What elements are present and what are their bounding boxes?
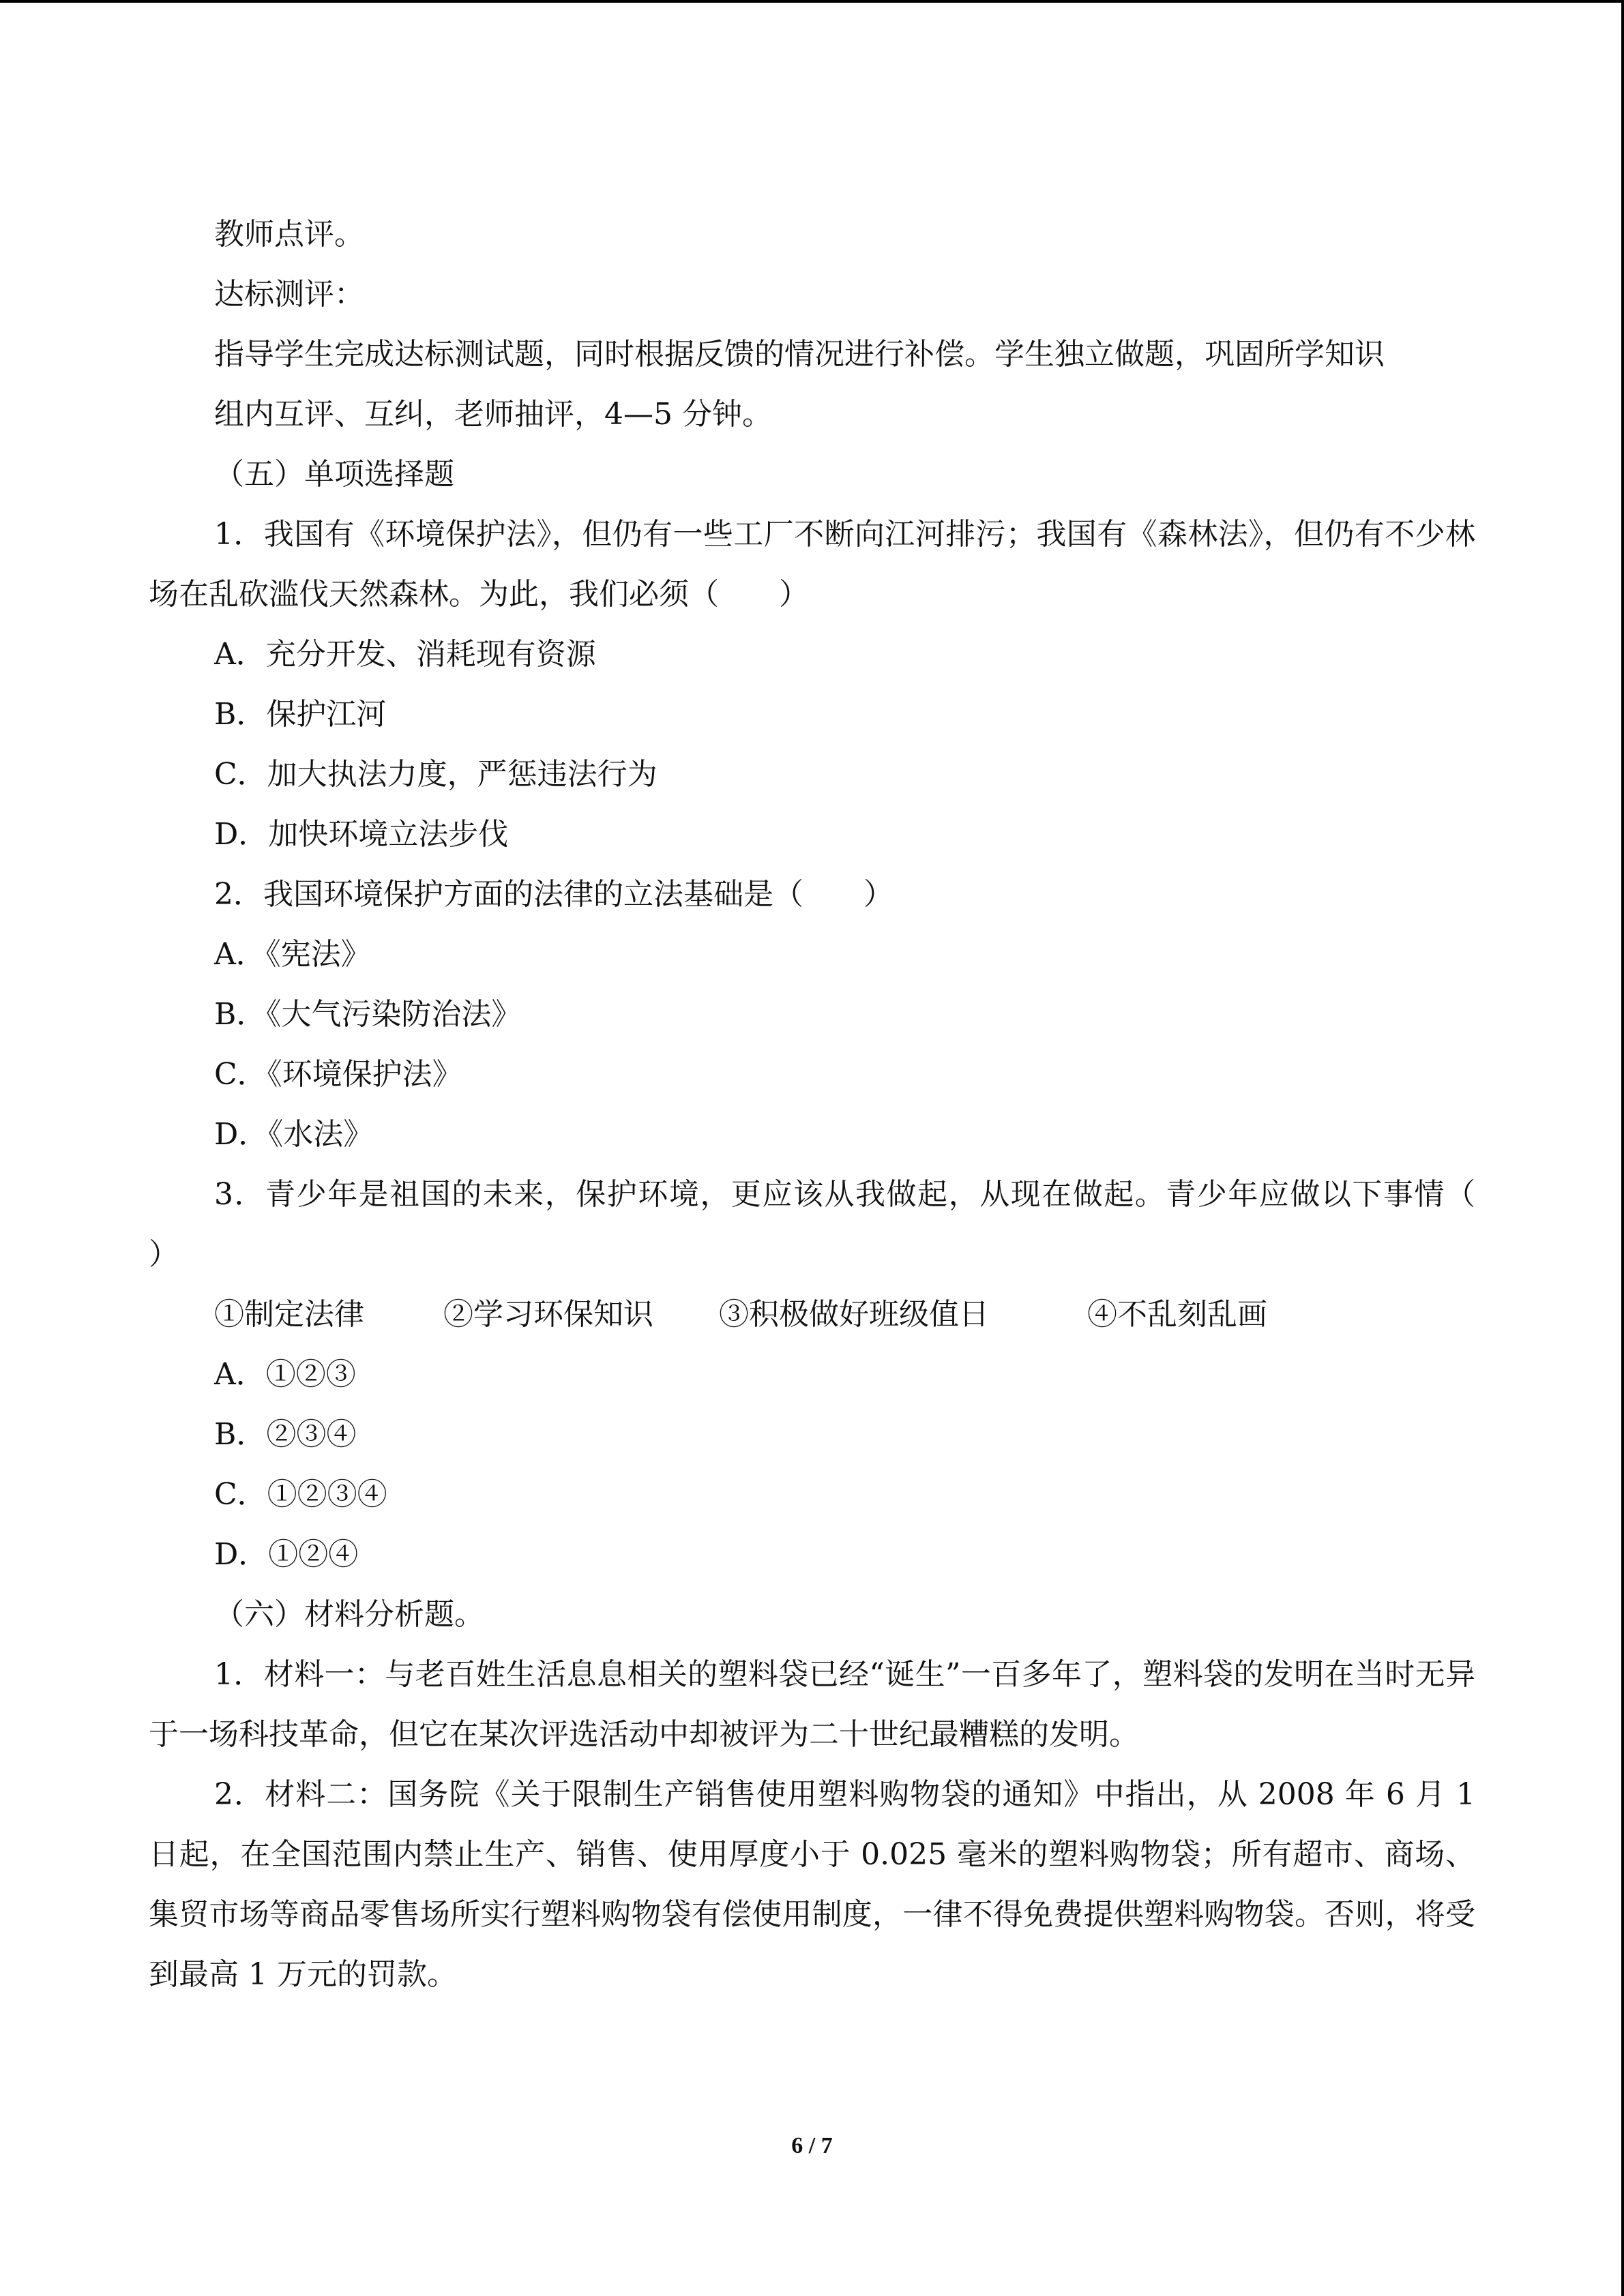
- material-1-paragraph: 1．材料一：与老百姓生活息息相关的塑料袋已经“诞生”一百多年了，塑料袋的发明在当时无异于一场科技革命，但它在某次评选活动中却被评为二十世纪最糟糕的发明。: [149, 1657, 1475, 1752]
- question-2-option-c: C．《环境保护法》: [214, 1057, 462, 1092]
- page-number: 6 / 7: [791, 2133, 833, 2158]
- assessment-heading: 达标测评：: [214, 277, 364, 312]
- question-3-item-3: ③积极做好班级值日: [719, 1297, 989, 1332]
- question-3-option-a: A．①②③: [214, 1357, 356, 1392]
- teacher-comment-line: 教师点评。: [214, 217, 364, 252]
- page-right-border: [1621, 0, 1624, 2296]
- question-3-option-d: D．①②④: [214, 1537, 359, 1572]
- question-1-stem: 1．我国有《环境保护法》，但仍有一些工厂不断向江河排污；我国有《森林法》，但仍有不少林场在乱砍滥伐天然森林。为此，我们必须（ ）: [149, 517, 1475, 612]
- section-six-heading: （六）材料分析题。: [214, 1597, 484, 1632]
- question-2-stem: 2．我国环境保护方面的法律的立法基础是（ ）: [214, 877, 894, 912]
- question-1-option-d: D．加快环境立法步伐: [214, 817, 509, 852]
- question-1-option-c: C．加大执法力度，严惩违法行为: [214, 757, 658, 792]
- question-3-item-1: ①制定法律: [214, 1297, 364, 1332]
- document-body: [149, 205, 1535, 2005]
- question-2-option-a: A．《宪法》: [214, 937, 371, 972]
- question-3-option-c: C．①②③④: [214, 1477, 387, 1512]
- question-2-option-b: B．《大气污染防治法》: [214, 997, 522, 1032]
- page-top-border: [0, 0, 1624, 3]
- question-1-option-b: B．保护江河: [214, 697, 387, 732]
- question-1-option-a: A．充分开发、消耗现有资源: [214, 637, 596, 672]
- question-2-option-d: D．《水法》: [214, 1117, 374, 1152]
- question-3-items: [149, 1285, 1475, 1345]
- peer-review-line: 组内互评、互纠，老师抽评，4—5 分钟。: [214, 397, 772, 432]
- question-3-option-b: B．②③④: [214, 1417, 357, 1452]
- question-3-stem: 3．青少年是祖国的未来，保护环境，更应该从我做起，从现在做起。青少年应做以下事情（ ）: [149, 1177, 1535, 1272]
- question-3-item-2: ②学习环保知识: [443, 1297, 653, 1332]
- section-five-heading: （五）单项选择题: [214, 457, 454, 492]
- question-3-item-4: ④不乱刻乱画: [1087, 1297, 1267, 1332]
- material-2-paragraph: 2．材料二：国务院《关于限制生产销售使用塑料购物袋的通知》中指出，从 2008 年 6 月 1 日起，在全国范围内禁止生产、销售、使用厚度小于 0.025 毫米的塑料购物袋；所有超市、商场、集贸市场等商品零售场所实行塑料购物袋有偿使用制度，一律不得免费提供塑料购物袋。否则，将受到最高 1 万元的罚款。: [149, 1777, 1475, 1992]
- guidance-paragraph: 指导学生完成达标测试题，同时根据反馈的情况进行补偿。学生独立做题，巩固所学知识: [214, 337, 1385, 372]
